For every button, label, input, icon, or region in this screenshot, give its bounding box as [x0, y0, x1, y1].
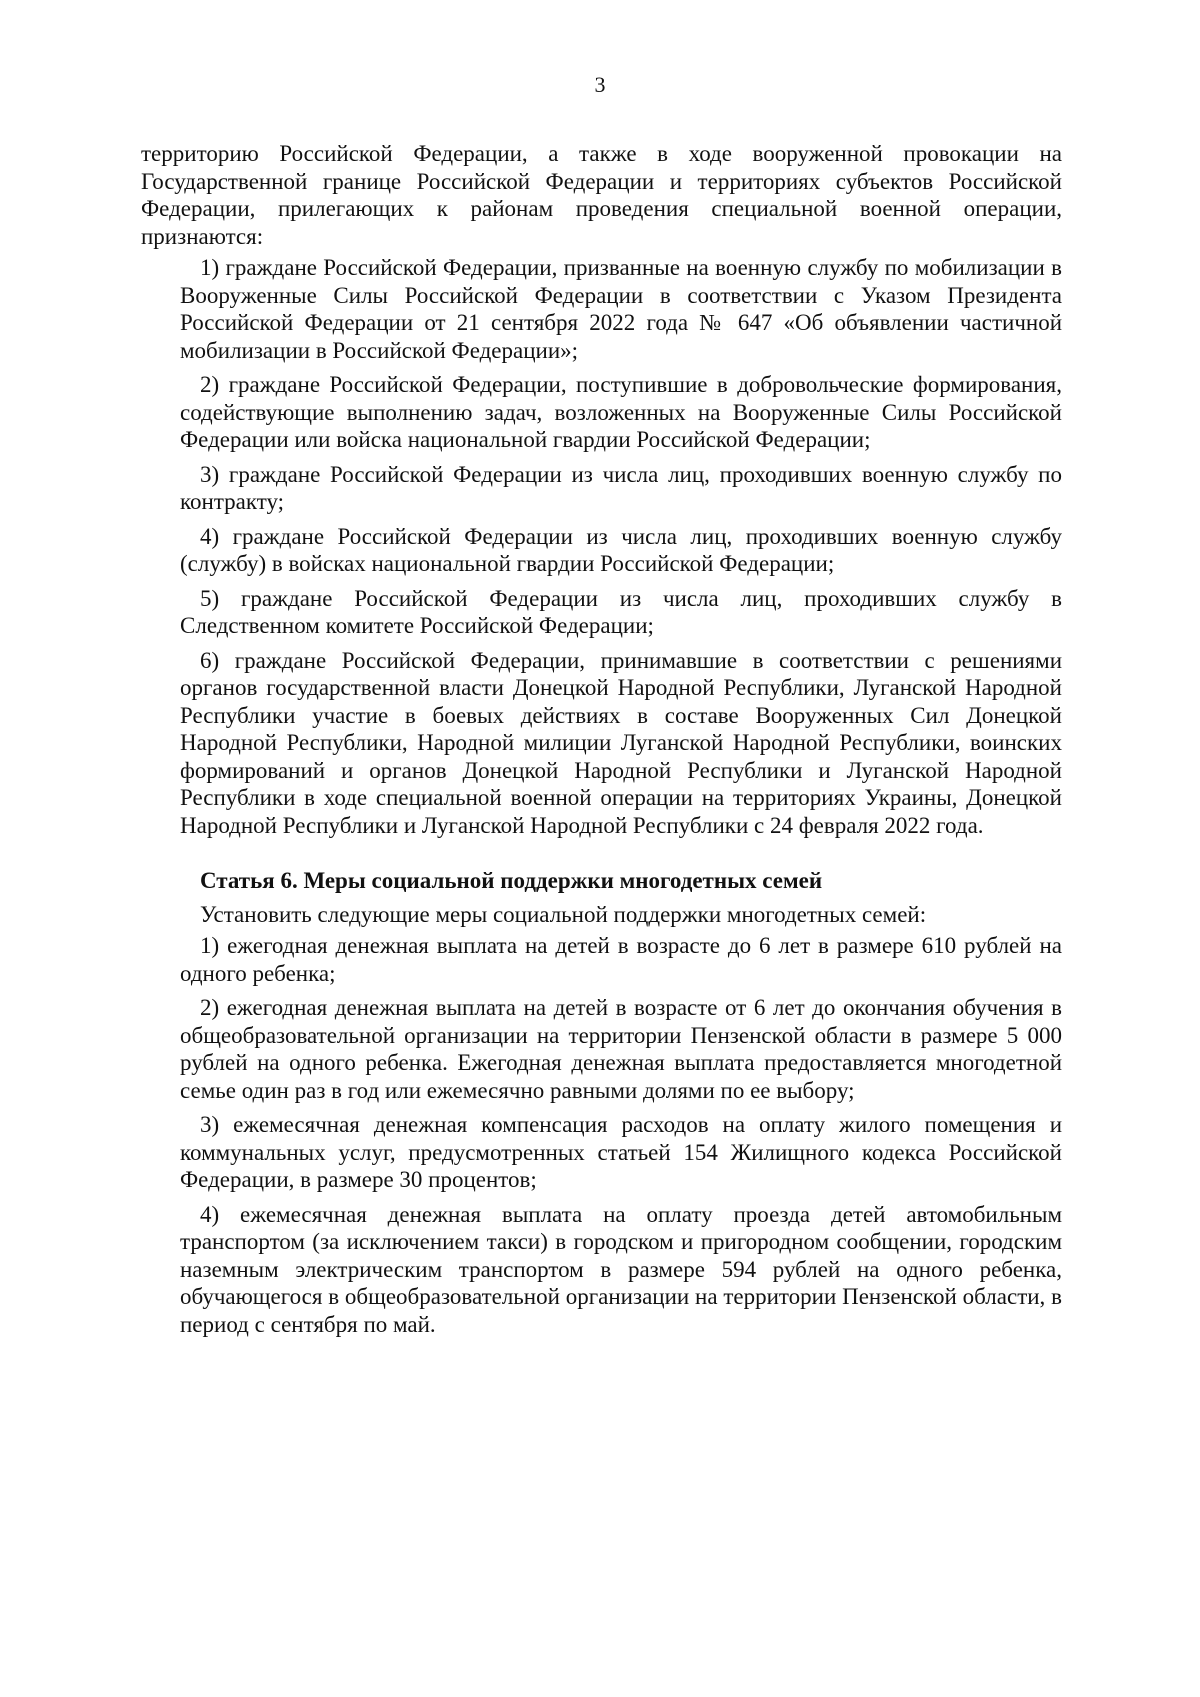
list-item: 2) граждане Российской Федерации, поступившие в добровольческие формирования, содействующие выполнению задач, возложенных на Вооруженные Силы Российской Федерации или войска национальной гвардии Российской Федерации;	[180, 372, 1062, 452]
list-item: 5) граждане Российской Федерации из числа лиц, проходивших службу в Следственном комитете Российской Федерации;	[180, 585, 1062, 638]
document-body	[141, 140, 1062, 1338]
list-item: 6) граждане Российской Федерации, принимавшие в соответствии с решениями органов государственной власти Донецкой Народной Республики, Луганской Народной Республики участие в боевых действиях в составе Вооруженных Сил Донецкой Народной Республики, Народной милиции Луганской Народной Республики, воинских формирований и органов Донецкой Народной Республики и Луганской Народной Республики в ходе специальной военной операции на территориях Украины, Донецкой Народной Республики и Луганской Народной Республики с 24 февраля 2022 года.	[180, 647, 1062, 838]
recipients-list	[180, 254, 1062, 839]
page-number: 3	[594, 72, 606, 97]
list-item: 2) ежегодная денежная выплата на детей в возрасте от 6 лет до окончания обучения в общеобразовательной организации на территории Пензенской области в размере 5 000 рублей на одного ребенка. Ежегодная денежная выплата предоставляется многодетной семье один раз в год или ежемесячно равными долями по ее выбору;	[180, 995, 1062, 1103]
article-title: Статья 6. Меры социальной поддержки многодетных семей	[200, 868, 823, 893]
list-item: 3) ежемесячная денежная компенсация расходов на оплату жилого помещения и коммунальных услуг, предусмотренных статьей 154 Жилищного кодекса Российской Федерации, в размере 30 процентов;	[180, 1112, 1062, 1192]
lead-paragraph: территорию Российской Федерации, а также в ходе вооруженной провокации на Государственной границе Российской Федерации и территориях субъектов Российской Федерации, прилегающих к районам проведения специальной военной операции, признаются:	[141, 141, 1062, 249]
list-item: 4) ежемесячная денежная выплата на оплату проезда детей автомобильным транспортом (за исключением такси) в городском и пригородном сообщении, городским наземным электрическим транспортом в размере 594 рублей на одного ребенка, обучающегося в общеобразовательной организации на территории Пензенской области, в период с сентября по май.	[180, 1201, 1062, 1337]
list-item: 4) граждане Российской Федерации из числа лиц, проходивших военную службу (службу) в войсках национальной гвардии Российской Федерации;	[180, 523, 1062, 576]
list-item: 1) граждане Российской Федерации, призванные на военную службу по мобилизации в Вооруженные Силы Российской Федерации в соответствии с Указом Президента Российской Федерации от 21 сентября 2022 года № 647 «Об объявлении частичной мобилизации в Российской Федерации»;	[180, 255, 1062, 363]
support-measures-list	[180, 932, 1062, 1338]
article-intro: Установить следующие меры социальной поддержки многодетных семей:	[200, 901, 927, 927]
list-item: 3) граждане Российской Федерации из числа лиц, проходивших военную службу по контракту;	[180, 461, 1062, 514]
list-item: 1) ежегодная денежная выплата на детей в возрасте до 6 лет в размере 610 рублей на одного ребенка;	[180, 933, 1062, 986]
